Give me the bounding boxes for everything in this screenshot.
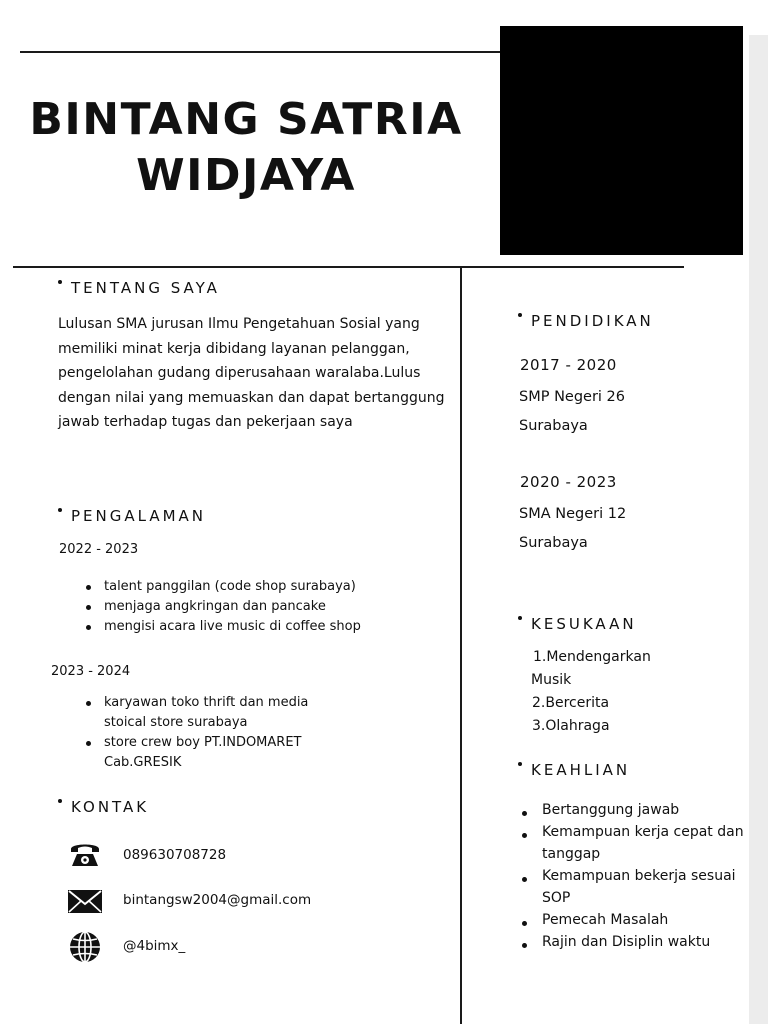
skills-list	[520, 799, 748, 953]
hobbies-list	[531, 646, 721, 738]
profile-photo	[500, 26, 743, 255]
phone-number: 089630708728	[123, 847, 227, 863]
list-item: Bertanggung jawab	[520, 799, 748, 821]
experience-heading: PENGALAMAN	[58, 506, 206, 526]
top-divider	[20, 51, 502, 53]
list-item: store crew boy PT.INDOMARET Cab.GRESIK	[84, 733, 354, 773]
education-years-1: 2017 - 2020	[520, 356, 617, 374]
education-school-2: SMA Negeri 12 Surabaya	[519, 506, 627, 551]
experience-list-2	[84, 693, 354, 773]
skills-heading: KEAHLIAN	[518, 760, 630, 780]
list-item: 3.Olahraga	[532, 718, 610, 734]
page-edge-strip	[749, 35, 768, 1024]
heading-bullet	[58, 508, 62, 512]
list-item: 2.Bercerita	[532, 695, 610, 711]
list-item: Kemampuan bekerja sesuai SOP	[520, 865, 748, 909]
list-item: karyawan toko thrift dan media stoical store surabaya	[84, 693, 354, 733]
list-item: Rajin dan Disiplin waktu	[520, 931, 748, 953]
email-address: bintangsw2004@gmail.com	[123, 892, 312, 908]
mail-icon	[67, 883, 103, 917]
globe-icon	[67, 929, 103, 963]
contact-phone	[67, 838, 427, 872]
list-item: menjaga angkringan dan pancake	[84, 597, 374, 617]
name-line-2: WIDJAYA	[136, 150, 356, 201]
heading-bullet	[518, 313, 522, 317]
phone-icon	[67, 838, 103, 872]
list-item: mengisi acara live music di coffee shop	[84, 617, 374, 637]
experience-period-1: 2022 - 2023	[59, 542, 139, 557]
about-heading: TENTANG SAYA	[58, 278, 220, 298]
education-school-1: SMP Negeri 26 Surabaya	[519, 389, 626, 434]
list-item: 1.Mendengarkan	[533, 649, 651, 665]
name-line-1: BINTANG SATRIA	[29, 94, 463, 145]
column-divider	[460, 267, 462, 1024]
heading-bullet	[518, 762, 522, 766]
contact-social	[67, 929, 427, 963]
hobbies-heading: KESUKAAN	[518, 614, 637, 634]
list-item: Kemampuan kerja cepat dan tanggap	[520, 821, 748, 865]
social-handle: @4bimx_	[123, 938, 186, 954]
header-divider	[13, 266, 684, 268]
list-item: Musik	[531, 672, 572, 688]
list-item: Pemecah Masalah	[520, 909, 748, 931]
heading-bullet	[58, 799, 62, 803]
resume-name	[20, 92, 472, 204]
about-text: Lulusan SMA jurusan Ilmu Pengetahuan Sosial yang memiliki minat kerja dibidang layanan pelanggan, pengelolahan gudang diperusahaan waralaba.Lulus dengan nilai yang memuaskan dan dapat bertanggung jawab terhadap tugas dan pekerjaan saya	[58, 316, 445, 431]
heading-bullet	[58, 280, 62, 284]
experience-list-1	[84, 577, 374, 637]
contact-email	[67, 883, 427, 917]
contact-heading: KONTAK	[58, 797, 149, 817]
education-heading: PENDIDIKAN	[518, 311, 654, 331]
list-item: talent panggilan (code shop surabaya)	[84, 577, 374, 597]
heading-bullet	[518, 616, 522, 620]
education-years-2: 2020 - 2023	[520, 473, 617, 491]
experience-period-2: 2023 - 2024	[51, 664, 131, 679]
